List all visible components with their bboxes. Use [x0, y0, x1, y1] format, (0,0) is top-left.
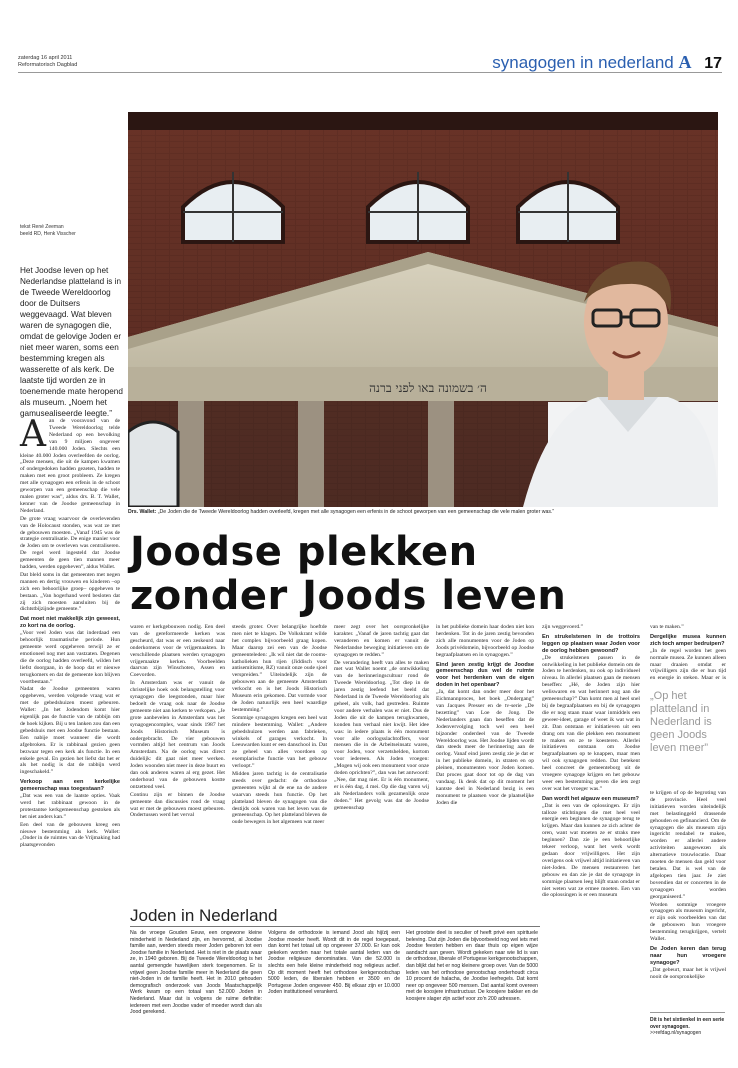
page-number: 17 — [704, 55, 722, 72]
article-column-5 — [436, 624, 534, 902]
paragraph: Dat bleld soms in dat gemeenten met negen mannen en dertig vrouwen en kinderen –op zich een behoorlijke groep– opgeheven te bestaan. „Van hogerhand werd besloten dat zij zich moesten aansluiten bij de dichtstbijzijnde gemeente.” — [20, 571, 120, 613]
caption-speaker: Drs. Wallet: — [128, 509, 157, 515]
paragraph: Continu zijn er binnen de Joodse gemeente dan discussies rond de vraag wat er met de gebouwen moest gebeuren. Ondertussen werd het verval — [130, 791, 225, 819]
paragraph: De verandering heeft van alles te maken met wat Wallet noemt „de ontwikkeling van de herinneringscultuur rond de Tweede Wereldoorlog. „Tot diep in de jaren zestig leefend het beeld dat Nederland in de Tweede Wereldoorlog als geheel, als volk, had gestreden. Ruimte voor andere verhalen was er niet. Dus de Joden die uit de kampen terugkwamen, konden hun verhaal niet kwijt. Het idee was: in iedere plaats is één monument voor alle oorlogsslachtoffers, voor mensen die in de Arbeitseinsatz waren, voor Joden, voor verzetshelden, kortom voor iedereen. Als Joden vroegen: „Mogen wij ook een monument voor onze doden oprichten?”, dan was het antwoord: „Nee, dat mag niet. Er is één monument, er is één dag, 4 mei. Op die dag varen wij als Nederlanders volk gezamenlijk onze doden.” Het gevolg was dat de Joodse gemeenschap — [334, 659, 429, 811]
paragraph: „Dat gebeurt, maar het is vrijwel nooit de oorspronkelijke — [650, 966, 726, 980]
synagogue-photo — [128, 112, 718, 507]
synagogue-facade-image — [128, 112, 718, 507]
photo-caption — [128, 509, 718, 515]
article-column-2 — [130, 624, 225, 902]
paragraph: „Dat is een van de oplossingen. Er zijn talloze stichtingen die met heel veel energie een beginnen de synagoge terug te krijgen. Maar dan kunnen ze zich achter de oren, want wat moeten ze er straks mee beginnen? Dan zie je een behoorlijke tekeer verloop, want het werk wordt gedaan door vrijwilligers. Het zijn overigens ook vrijwel altijd initiatieven van niet-Joden. De mensen restaureren het gebouw en dan zie je dat de synagoge in sommige plaatsen leeg blijft staan omdat er niet weten wat ze ermee moeten. Een van die oplossingen is er een museum — [542, 802, 640, 899]
headline-line2: zonder Joods leven — [130, 573, 567, 619]
paragraph: „Voor veel Joden was dat inderdaad een behoorlijk traumatische periode. Hun gemeente werd opgeheven terwijl ze er emotioneel nog met aan vastzaten. Degenen die de oorlog hadden overleefd, wilden het liefst doorgaan, in de hoop dat er nieuwe terugkomers en dat de gemeente kon blijven voortbestaan.” — [20, 630, 120, 685]
section-title: synagogen in nederland — [492, 53, 674, 72]
paragraph: te krijgen of op de begroting van de provincie. Heel veel initiatieven worden uiteindelijk met belastinggeld drassende gehouden en gefinancierd. Om de synagogen die als museum zijn ingericht rendabel te maken, worden er allerlei andere activiteiten aangewezen als alternatieve trouwlocatie. Daar moeten de mensen dan geld voor betalen. Dat is wel van de afgelopen tien jaar. Je ziet bovendien dat er concerten in de synagogen worden georganiseerd.” — [650, 790, 726, 900]
article-column-1 — [20, 414, 120, 850]
box-column-3: Het grootste deel is seculier of heeft privé een spirituele beleving. Dat zijn Joden die bijvoorbeeld nog wel iets met Joodse feesten hebben en daar thuis op eigen wijze aandacht aan geven. Wordt gekeken naar wie lid is van de orthodoxe, liberale of Portugese kerkgenootschappen, dan blijkt dat het er nog kleinere groep over. Van de 5000 leden van het orthodoxe genootschap onderhoudt circa 10 procent de halacha, de Joodse leefregels. Dat komt neer op ongeveer 500 mensen. Dat aantal komt overeen met de koosjere infrastructuur. De koosjere bakker en de koosjere slager zijn actief voor zo'n 200 adressen. — [406, 930, 538, 1002]
box-rule — [130, 926, 540, 927]
paragraph: Sommige synagogen kregen een heel wat mindere bestemming. Wallet: „Andere gebedshuizen werden aan fabrieken, winkels of garages verkocht. In Leeuwarden kunt er een danschool in. Dat ze geheel van alles voordoen op exemplarische functie van het gebouw verloopt.” — [232, 714, 327, 770]
paragraph: Nadat de Joodse gemeenten waren opgeheven, werden volgende vraag wat er met de gebedshuizen moest gebeuren. Wallet: „In het Jodendom komt hier eigenlijk pas de functie van de rabbijn om de hoek kijken. Bij u ten lanken zou dan een gebedshuis met een Joodse functie bestaan. Een nabije moet wanneer die wordt afgebroken. Er is rabbinaal gezien geen bezwaar tegen een kerk als functie. In een enkele geval. En gezien het liefst dat het er als het nodig is dat de rabbijn werd ingeschakeld.” — [20, 686, 120, 776]
paper-name: Reformatorisch Dagblad — [18, 62, 78, 68]
article-column-7-bottom — [650, 790, 726, 1005]
paragraph: waren er kerkgebouwen nodig. Een deel van de gereformeerde kerken was gescheurd, dat was er een zeskeurd naar onderkomens voor de vrijgemaakten. In verschillende plaatsen werden synagogen vrijgemaakte kerken. Voorbeelden daarvan zijn Winschoten, Assen en Coevorden. — [130, 624, 225, 679]
box-column-1: Na de vroege Gouden Eeuw, een ongewone kleine minderheid in Nederland zijn, en hervormd, al Joodse familie aan, werden steeds meer Joden geboren tot een Joodse familie in Nederland. Het is niet in de plaats waar ze, in 1940 geboren. Bij de Tweede Wereldoorlog is het aantal gemengde huwelijken sterk toegenomen. Er is vrijwel geen Joodse familie meer in Nederland die geen niet-Joden in de familie heeft. Het in 2010 gehouden demografisch onderzoek van Joods Maatschappelijk Werk kwam op een totaal van 52.000 Joden in Nederland. Maar dat is volgens de ruime definitie: iedereen met een Joodse vader of moeder wordt dan als Jood gerekend. — [130, 930, 262, 1016]
article-column-3 — [232, 624, 327, 902]
paragraph: steeds groter. Over belangrijke hoeftde men niet te klagen. De Volkskrant wilde het complex bijvoorbeeld graag kopen. Maar daarop zei een van de Joodse gemeenteleden: „Ik wil niet dat de rooms-katholieken hun rijen (Jiddisch voor antisemitisme, RZ) vanuit onze oude sjoel verspreiden.” Uiteindelijk zijn de gebouwen aan de gemeente Amsterdam verkocht en is het Joods Historisch Museum erin gekomen. Dat vormde voor de Joden natuurlijk een heel waardige bestemming.” — [232, 624, 327, 713]
paragraph: Midden jaren tachtig is de centralisatie steeds over gedacht: de orthodoxe gemeenten wijkt al de ene na de andere waarvan steeds hun functie. Op het platteland bleven de synagogen van die destijds ook waren van het leven was de gemeenschap. Op het platteland bleven de oude bewegers in het algemeen wat meer — [232, 771, 327, 826]
box-column-2: Volgens de orthodoxie is iemand Jood als hij/zij een Joodse moeder heeft. Wordt dit in de regel toegepast, dan komt het totaal uit op ongeveer 37.000. Er kan ook gekeken worden naar het totale aantal leden van de Joodse religieuze denominaties. Van die 52.000 is slechts een hele kleine minderheid nog religieus actief. Op dit moment heeft het orthodoxe kerkgenootschap 5000 leden, de liberalen hebben er 3500 en de Portugese Joden ongeveer 450. Bij elkaar zijn er 10.000 Joden institutioneel verankerd. — [268, 930, 400, 996]
series-note — [650, 1017, 725, 1037]
photo-credit: beeld RD, Henk Visscher — [20, 231, 76, 237]
question-heading: En strukelstenen in de trottoirs leggen op plaatsen waar Joden voor de oorlog hebben gewoond? — [542, 633, 640, 654]
paragraph: „Ja, dat komt dan onder meer door het Eichmannproces, het boek „Ondergang” van Jacques Presser en de tv-serie „De bezetting” van Loe de Jong. De Nederlanders gaan dan beseffen dat de Jodenvervolging toch wel een heel bijzonder onderdeel van de Tweede Wereldoorlog was. Het Joodse lijden wordt dan steeds meer de herinnering aan de oorlog. Vanaf eind jaren zestig zie je dat er in het publieke domein, in straten en op pleinen, monumenten voor Joden komen. Dat proces gaat door tot op de dag van vandaag. Ik denk dat op dit moment het kantste deel in Nederland bezig is een monument te plaatsen voor de plaatselijke Joden die — [436, 689, 534, 806]
article-column-7-top — [650, 624, 726, 682]
headline-line1: Joodse plekken — [130, 529, 478, 575]
question-heading: Dat moet niet makkelijk zijn geweest, zo kort na de oorlog. — [20, 616, 120, 630]
question-heading: Dan wordt het algauw een museum? — [542, 795, 639, 802]
question-heading: De Joden keren dan terug naar hun vroegere synagoge? — [650, 945, 726, 966]
paragraph: Een deel van de gebouwen kreeg een nieuwe bestemming als kerk. Wallet: „Onder in de ruimtes van de Vrijmaking had plaatsgevonden — [20, 821, 120, 849]
masthead-info — [18, 55, 77, 69]
paragraph: an de vooravond van de Tweede Wereldoorlog telde Nederland op een bevolking van 9 miljoen ongeveer 140.000 Joden. Slechts een kleine 40.000 Joden overleefden de oorlog. „Deze mensen, die uit de kampen kwamen of ondergedoken hadden gezeten, hadden te maken met een groot probleem. Ze kregen met alle synagogen een erfenis in de schoot geworpen van een gemeenschap die vele malen groter was”, aldus drs. B. T. Wallet, kenner van de Joodse gemeenschap in Nederland. — [20, 418, 120, 514]
section-header — [492, 52, 722, 73]
date-line: zaterdag 16 april 2011 — [18, 55, 73, 61]
intro-text: Het Joodse leven op het Nederlandse platteland is in de Tweede Wereldoorlog door de Duitsers weggevaagd. Wat bleven waren de synagogen die, omdat de gelovige Joden er niet meer waren, soms een bestemming kregen als wasserette of als kerk. De laatste tijd worden ze in toenemende mate heropend als museum. „Noem het gamusealiseerde leegte.” — [20, 266, 123, 418]
paragraph: De grote vraag waarvoor de overlevenden van de Holocaust stonden, was wat ze met de gebouwen moesten. „Vanaf 1945 was de strategie centralisatie. De enige manier voor de Joden om te overleven was centraliseren. De regel werd ingesteld dat Joodse gemeenten de geen tien mannen meer hadden, werden opgeheven”, aldus Wallet. — [20, 515, 120, 571]
paragraph: „Dat was een van de laatste opties. Vaak werd het rabbinaat gewoon in de protestantse kerkgemeenschap gestoken als het niet anders kan.” — [20, 793, 120, 820]
text-credit: tekst René Zeeman — [20, 224, 64, 230]
headline — [130, 530, 720, 618]
question-heading: Verkoop aan een kerkelijke gemeenschap was toegestaan? — [20, 779, 120, 793]
paragraph: In Amsterdam was er vanuit de christelijke hoek ook belangstelling voor synagogen die leegstonden, maar hier bedoelt de vraag ook naar de Joodse gemeente niet aan kerken te verkopen. „Je grote aanbevelen in Amsterdam was het synagogencomplex, waar sinds 1987 het Joods Historisch Museum is ondergebracht. De vier gebouwen vormden altijd het centrum van Joods Amsterdam. Na de oorlog was direct duidelijk: dit gaat niet meer werken. Joden woonden niet meer in deze buurt en dan ook anderen waren al erg gezet. Het onderhoud van de gebouwen kostte ontzettend veel. — [130, 680, 225, 790]
pull-quote: „Op het platteland in Nederland is geen Joods leven meer” — [650, 690, 712, 754]
paragraph: meer zegt over het oorspronkelijke karakter. „Vanaf de jaren tachtig gaat dat veranderen en komen er vanuit de Nederlandse beweging initiatieven om de synagogen te redden.” — [334, 624, 429, 658]
caption-text: „De Joden die de Tweede Wereldoorlog hadden overleefd, kregen met alle synagogen een erfenis in de schoot geworpen van een gemeenschap die vele malen groter was.” — [157, 509, 555, 515]
page-header — [0, 0, 738, 76]
side-note-rule — [650, 1012, 725, 1013]
header-rule — [18, 72, 722, 73]
question-heading: Dergelijke musea kunnen zich toch amper bedruipen? — [650, 633, 726, 647]
box-title: Joden in Nederland — [130, 906, 278, 925]
dropcap: A — [20, 414, 46, 455]
series-note-text: Dit is het sixtienkel in een serie over synagogen. — [650, 1017, 725, 1030]
paragraph: „In de regel worden het geen normale musea. Ze kunnen alleen maar draaien omdat er vrijwilligers zijn die er hun tijd en energie in steken. Maar er is — [650, 647, 726, 682]
section-mark: A — [678, 52, 692, 72]
paragraph: Worden sommige vroegere synagogen als museum ingericht, er zijn ook voorbeelden van dat de gebouwen hun vroegere bestemming terugkrijgen, vertelt Wallet. — [650, 901, 726, 943]
series-link[interactable]: >>refdag.nl/synagogen — [650, 1030, 702, 1036]
paragraph: zijn weggevoerd.” — [542, 624, 584, 630]
article-column-4 — [334, 624, 429, 902]
credits — [20, 224, 125, 238]
question-heading: Eind jaren zestig krijgt de Joodse gemeenschap dus wel de ruimte voor het herdenken van de eigen doden in het openbaar? — [436, 661, 534, 689]
paragraph: van te maken.” — [650, 624, 684, 630]
hebrew-inscription: ה׳ בשמונה באו לפני ברנה — [369, 381, 487, 395]
paragraph: „De strukelstenen passen in de ontwikkeling in het publieke domein om de Joden te herdenken, nu ook op individueel niveau. In allerlei plaatsen gaan de mensen beseffen: „Hé, de Joden zijn hier weliswaren en wat herinnert nog aan die gemeenschap?” Dan komt men al heel snel bij de begraafplaatsen en bij de synagogen die er nog staan maar waar inmiddels een geweer-ideet, garage of weet ik wat wat in zit. Dan ontstaan er initiatieven uit een drang om van die plekken een monument te maken en ze te koesteren. Allerlei initiatieven ontstaan om Joodse begraafplaatsen op te knappen, maar men wil ook synagogen redden. Dat betekent heel concreet de gemeenteborg uit de vroegere synagoge krijgen en het gebouw weer een bestemming geven die iets zegt over wat het vroeger was.” — [542, 654, 640, 792]
paragraph: in het publieke domein haar doden niet kon herdenken. Tot in de jaren zestig bevonden zich alle monumenten voor de Joden op Joods privédomein, bijvoorbeeld op Joodse begraafplaatsen en in synagogen.” — [436, 624, 534, 658]
article-column-6 — [542, 624, 640, 1068]
